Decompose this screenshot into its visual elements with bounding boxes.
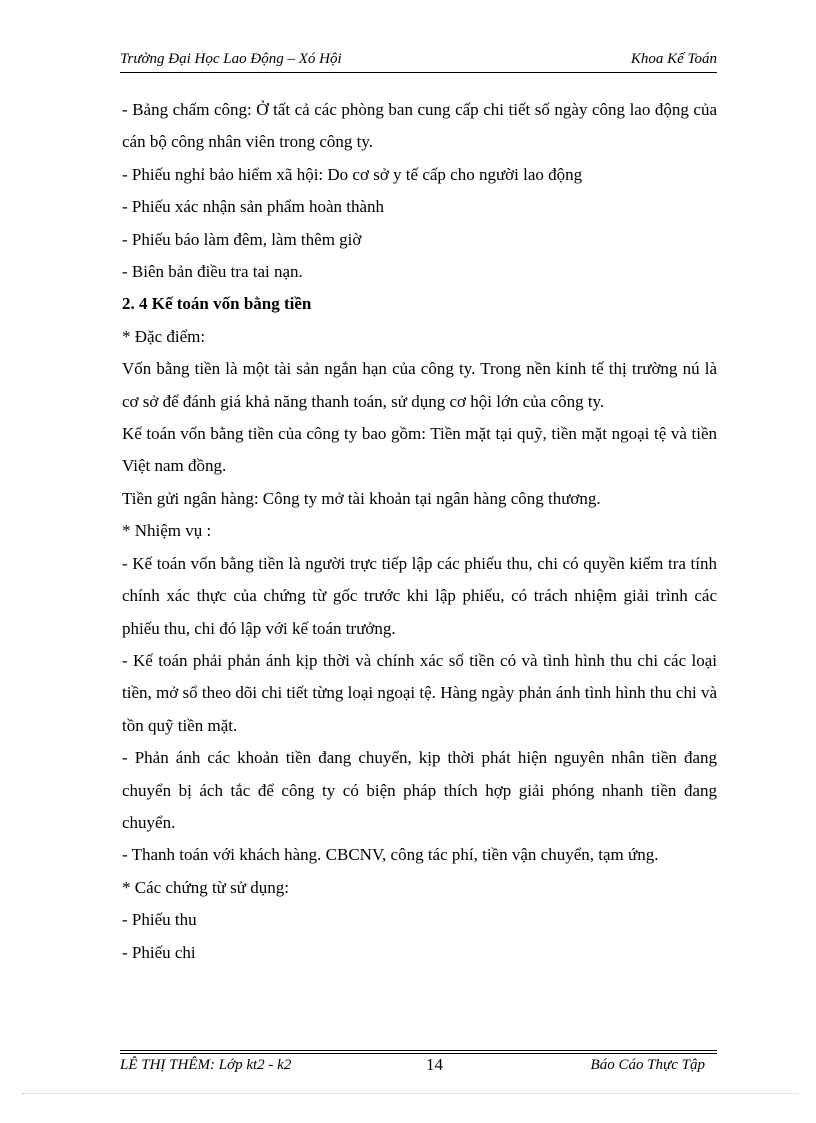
- header-divider: [120, 72, 717, 73]
- header-faculty-name: Khoa Kế Toán: [630, 51, 717, 67]
- body-paragraph: * Các chứng từ sử dụng:: [122, 877, 289, 897]
- body-paragraph: Kế toán vốn bằng tiền của công ty bao gồm: Tiền mặt tại quỹ, tiền mặt ngoại tệ và tiền Việt nam đồng.: [122, 424, 717, 476]
- section-heading: 2. 4 Kế toán vốn bằng tiền: [122, 294, 312, 314]
- body-paragraph: - Phiếu nghỉ bảo hiểm xã hội: Do cơ sở y tế cấp cho người lao động: [122, 164, 583, 184]
- body-paragraph: - Phiếu báo làm đêm, làm thêm giờ: [122, 229, 362, 249]
- body-paragraph: - Phiếu thu: [122, 910, 197, 930]
- body-paragraph: Vốn bằng tiền là một tài sản ngắn hạn của công ty. Trong nền kinh tế thị trường nú là cơ sở để đánh giá khả năng thanh toán, sử dụng cơ hội lớn của công ty.: [122, 359, 717, 411]
- header-school-name: Trường Đại Học Lao Động – Xó Hội: [120, 51, 342, 67]
- body-paragraph: - Phiếu chi: [122, 942, 196, 962]
- body-paragraph: - Kế toán phải phản ánh kịp thời và chính xác số tiền có và tình hình thu chi các loại tiền, mở sổ theo dõi chi tiết từng loại ngoại tệ. Hàng ngày phản ánh tình hình thu chi và tồn quỹ tiền mặt.: [122, 650, 717, 735]
- page-header: [120, 49, 717, 71]
- page-body: [122, 94, 717, 969]
- page-edge-divider: [22, 1093, 798, 1094]
- page-footer: [120, 1055, 717, 1077]
- body-paragraph: Tiền gửi ngân hàng: Công ty mở tài khoản tại ngân hàng công thương.: [122, 488, 601, 508]
- body-paragraph: - Bảng chấm công: Ở tất cả các phòng ban cung cấp chi tiết số ngày công lao động của cán bộ công nhân viên trong công ty.: [122, 100, 717, 152]
- footer-report-title: Báo Cáo Thực Tập: [590, 1057, 705, 1073]
- body-paragraph: * Đặc điểm:: [122, 326, 206, 346]
- body-paragraph: - Phản ánh các khoản tiền đang chuyển, kịp thời phát hiện nguyên nhân tiền đang chuyển bị ách tắc để công ty có biện pháp thích hợp giải phóng nhanh tiền đang chuyển.: [122, 748, 717, 832]
- body-paragraph: - Phiếu xác nhận sản phẩm hoàn thành: [122, 197, 385, 217]
- footer-divider-top: [120, 1050, 717, 1051]
- body-paragraph: * Nhiệm vụ :: [122, 521, 212, 541]
- footer-divider-bottom: [120, 1053, 717, 1054]
- body-paragraph: - Kế toán vốn bằng tiền là người trực tiếp lập các phiếu thu, chi có quyền kiểm tra tính chính xác thực của chứng từ gốc trước khi lập phiếu, có trách nhiệm giải trình các phiếu thu, chi đó lập với kế toán trưởng.: [122, 553, 717, 638]
- body-paragraph: - Biên bản điều tra tai nạn.: [122, 262, 303, 282]
- body-paragraph: - Thanh toán với khách hàng. CBCNV, công tác phí, tiền vận chuyển, tạm ứng.: [122, 845, 659, 865]
- footer-author: LÊ THỊ THÊM: Lớp kt2 - k2: [120, 1057, 292, 1073]
- page-number: 14: [426, 1055, 443, 1074]
